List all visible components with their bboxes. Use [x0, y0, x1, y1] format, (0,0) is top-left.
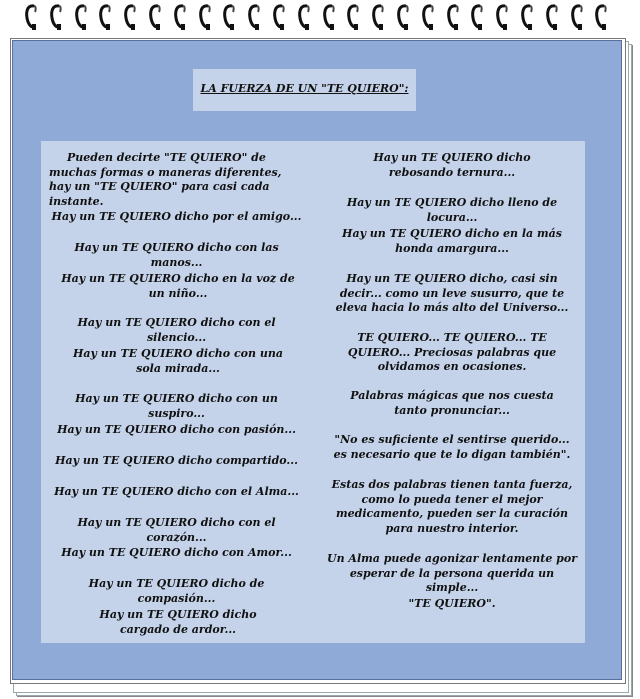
paragraph: "No es suficiente el sentirse querido... es necesario que te lo digan también". [333, 433, 571, 461]
paragraph: Hay un TE QUIERO dicho en la voz de un niño... [61, 272, 295, 300]
page-title: LA FUERZA DE UN "TE QUIERO": [200, 82, 409, 95]
paragraph: Hay un TE QUIERO dicho con pasión... [57, 423, 296, 436]
paragraph: Hay un TE QUIERO dicho con una sola mirada... [73, 347, 283, 375]
binding-ring [173, 2, 187, 32]
paragraph: Hay un TE QUIERO dicho de compasión... [88, 577, 265, 605]
binding-ring [545, 2, 559, 32]
paragraph: Hay un TE QUIERO dicho, casi sin decir... como un leve susurro, que te eleva hacia lo más alto del Universo... [335, 272, 569, 314]
paragraph: Hay un TE QUIERO dicho rebosando ternura... [373, 151, 531, 179]
binding-ring [24, 2, 38, 32]
paragraph: Pueden decirte "TE QUIERO" de muchas formas o maneras diferentes, hay un "TE QUIERO" para casi cada instante. [49, 151, 282, 208]
binding-ring [570, 2, 584, 32]
content-box [41, 141, 585, 643]
binding-ring [322, 2, 336, 32]
binding-ring [470, 2, 484, 32]
binding-ring [520, 2, 534, 32]
binding-ring [98, 2, 112, 32]
binding-ring [371, 2, 385, 32]
binding-ring [148, 2, 162, 32]
paragraph: Hay un TE QUIERO dicho por el amigo... [51, 210, 302, 223]
binding-ring [74, 2, 88, 32]
title-box [193, 69, 416, 111]
paragraph: Palabras mágicas que nos cuesta tanto pronunciar... [350, 389, 554, 417]
binding-ring [272, 2, 286, 32]
binding-ring [247, 2, 261, 32]
binding-ring [396, 2, 410, 32]
paragraph: Hay un TE QUIERO dicho lleno de locura... [346, 196, 558, 224]
binding-ring [594, 2, 608, 32]
spiral-binding [0, 0, 640, 40]
binding-ring [421, 2, 435, 32]
paragraph: Hay un TE QUIERO dicho cargado de ardor... [99, 608, 257, 636]
binding-ring [346, 2, 360, 32]
binding-ring [297, 2, 311, 32]
paragraph: Hay un TE QUIERO dicho compartido... [55, 454, 298, 467]
binding-ring [446, 2, 460, 32]
paragraph: Hay un TE QUIERO dicho con un suspiro... [75, 392, 278, 420]
binding-ring [222, 2, 236, 32]
paragraph: Hay un TE QUIERO dicho en la más honda amargura... [342, 227, 562, 255]
paragraph: Hay un TE QUIERO dicho con el corazón... [77, 516, 276, 544]
paragraph: Estas dos palabras tienen tanta fuerza, como lo pueda tener el mejor medicamento, pueden ser la curación para nuestro interior. [331, 478, 573, 535]
paragraph: Hay un TE QUIERO dicho con Amor... [61, 546, 292, 559]
binding-ring [495, 2, 509, 32]
binding-ring [49, 2, 63, 32]
paragraph: Hay un TE QUIERO dicho con las manos... [74, 241, 279, 269]
paragraph: TE QUIERO... TE QUIERO... TE QUIERO... Preciosas palabras que olvidamos en ocasiones. [347, 331, 557, 373]
binding-ring [123, 2, 137, 32]
binding-ring [198, 2, 212, 32]
paragraph: "TE QUIERO". [408, 597, 496, 610]
paragraph: Un Alma puede agonizar lentamente por esperar de la persona querida un simple... [326, 552, 578, 594]
paragraph: Hay un TE QUIERO dicho con el silencio... [77, 316, 276, 344]
paragraph: Hay un TE QUIERO dicho con el Alma... [54, 485, 299, 498]
